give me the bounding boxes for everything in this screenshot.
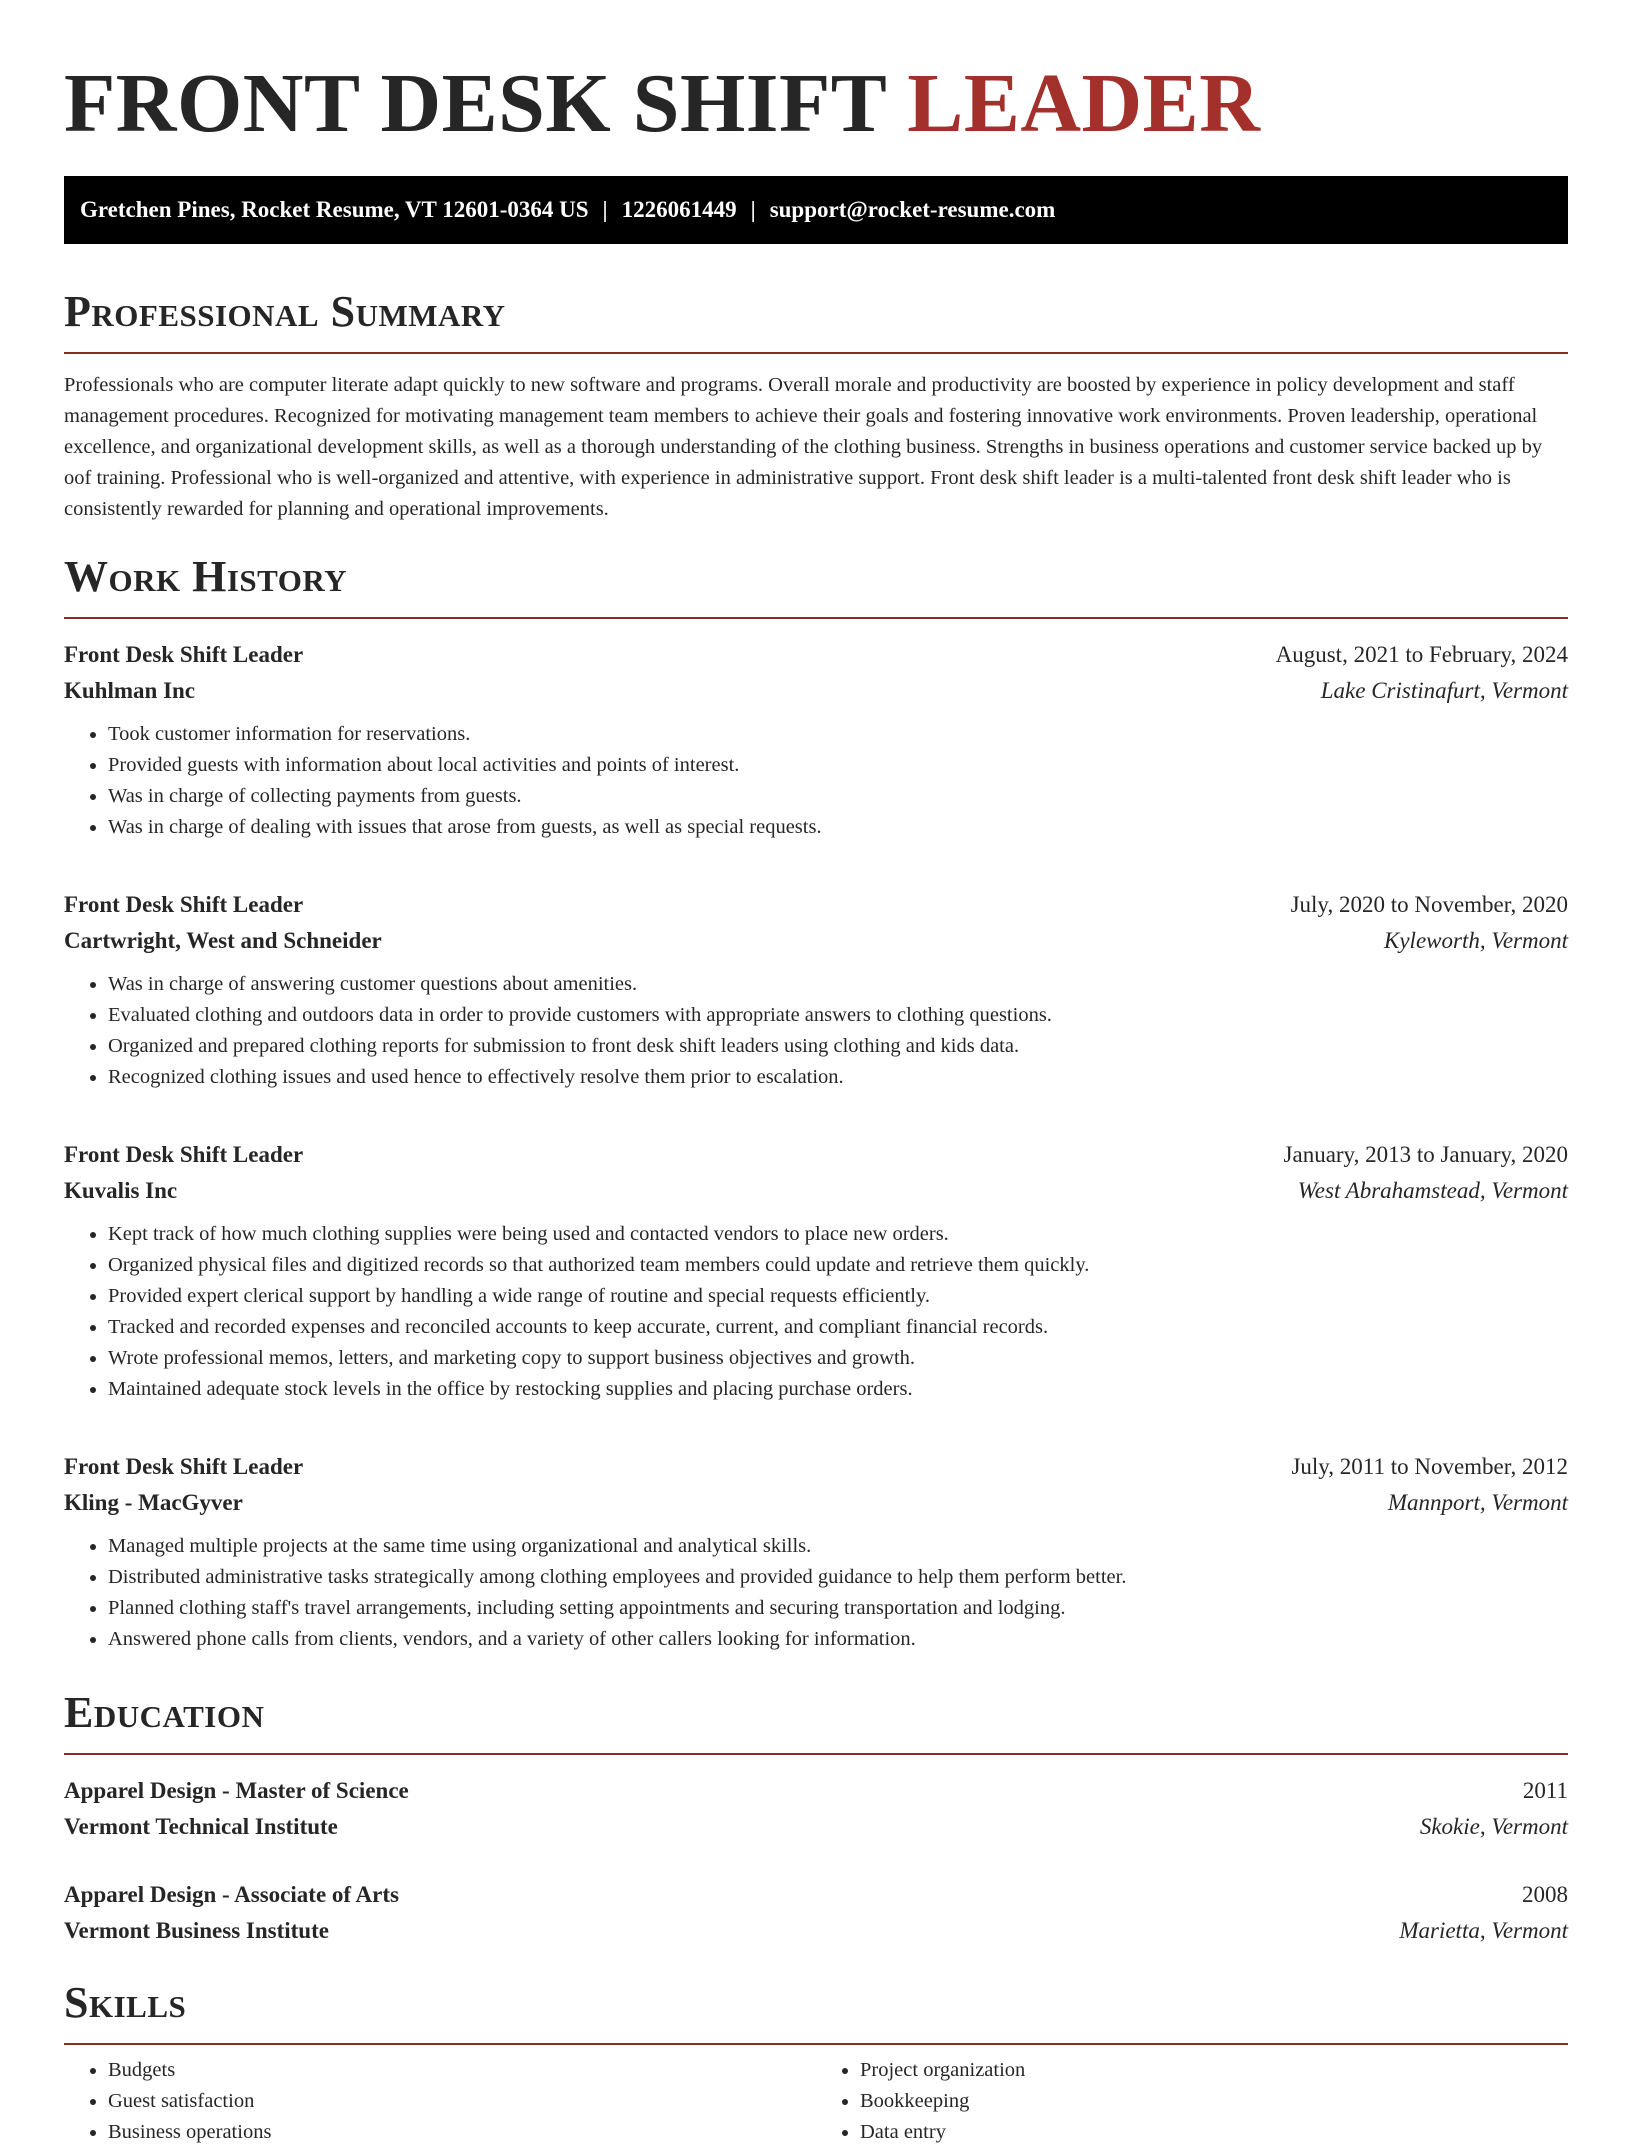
job-bullet: • Took customer information for reservations. [108, 719, 1568, 750]
contact-phone: 1226061449 [621, 197, 737, 222]
skills-columns [64, 2055, 1568, 2148]
education-entry [64, 1773, 1568, 1845]
job-bullet: • Wrote professional memos, letters, and marketing copy to support business objectives and growth. [108, 1343, 1568, 1374]
job-bullet: • Maintained adequate stock levels in the office by restocking supplies and placing purchase orders. [108, 1374, 1568, 1405]
skills-list-left [64, 2055, 816, 2148]
skill-item: • Guest satisfaction [108, 2086, 816, 2117]
job-location: Mannport, Vermont [1387, 1490, 1568, 1515]
job-bullet: • Was in charge of dealing with issues that arose from guests, as well as special requests. [108, 812, 1568, 843]
job-entry [64, 637, 1568, 843]
job-entry [64, 1449, 1568, 1655]
title-accent: LEADER [907, 57, 1261, 150]
skill-item: • Budgets [108, 2055, 816, 2086]
contact-address: Gretchen Pines, Rocket Resume, VT 12601-0364 US [80, 197, 589, 222]
skills-list-right [816, 2055, 1568, 2148]
contact-separator: | [750, 197, 756, 222]
education-year: 2008 [1522, 1882, 1568, 1907]
job-bullets [64, 1219, 1568, 1405]
job-bullets [64, 969, 1568, 1093]
job-role: Front Desk Shift Leader [64, 892, 304, 917]
job-location: Kyleworth, Vermont [1384, 928, 1568, 953]
job-dates: January, 2013 to January, 2020 [1283, 1142, 1568, 1167]
job-bullet: • Provided guests with information about local activities and points of interest. [108, 750, 1568, 781]
education-section [64, 1683, 1568, 1973]
contact-separator: | [602, 197, 608, 222]
job-bullets [64, 1531, 1568, 1655]
summary-heading: Professional Summary [64, 282, 1568, 354]
job-bullet: • Organized physical files and digitized records so that authorized team members could update and retrieve them quickly. [108, 1250, 1568, 1281]
job-company: Kling - MacGyver [64, 1490, 243, 1515]
job-entry [64, 887, 1568, 1093]
job-bullet: • Managed multiple projects at the same time using organizational and analytical skills. [108, 1531, 1568, 1562]
job-dates: July, 2011 to November, 2012 [1291, 1454, 1568, 1479]
job-location: Lake Cristinafurt, Vermont [1320, 678, 1568, 703]
skill-item: • Data entry [860, 2117, 1568, 2148]
work-history-section [64, 547, 1568, 1683]
job-bullet: • Evaluated clothing and outdoors data in order to provide customers with appropriate answers to clothing questions. [108, 1000, 1568, 1031]
job-role: Front Desk Shift Leader [64, 642, 304, 667]
resume-title [64, 54, 1260, 154]
job-bullet: • Answered phone calls from clients, vendors, and a variety of other callers looking for information. [108, 1624, 1568, 1655]
skills-heading: Skills [64, 1973, 1568, 2045]
job-company: Kuhlman Inc [64, 678, 196, 703]
job-dates: July, 2020 to November, 2020 [1290, 892, 1568, 917]
job-dates: August, 2021 to February, 2024 [1275, 642, 1568, 667]
job-bullet: • Was in charge of answering customer questions about amenities. [108, 969, 1568, 1000]
contact-bar [64, 176, 1568, 244]
skill-item: • Bookkeeping [860, 2086, 1568, 2117]
job-bullets [64, 719, 1568, 843]
work-history-heading: Work History [64, 547, 1568, 619]
job-role: Front Desk Shift Leader [64, 1142, 304, 1167]
job-bullet: • Kept track of how much clothing supplies were being used and contacted vendors to place new orders. [108, 1219, 1568, 1250]
contact-email: support@rocket-resume.com [769, 197, 1056, 222]
education-degree: Apparel Design - Associate of Arts [64, 1882, 399, 1907]
education-degree: Apparel Design - Master of Science [64, 1778, 409, 1803]
education-school: Vermont Technical Institute [64, 1814, 338, 1839]
education-year: 2011 [1522, 1778, 1568, 1803]
job-bullet: • Tracked and recorded expenses and reconciled accounts to keep accurate, current, and compliant financial records. [108, 1312, 1568, 1343]
education-location: Skokie, Vermont [1419, 1814, 1568, 1839]
job-company: Kuvalis Inc [64, 1178, 178, 1203]
education-entry [64, 1877, 1568, 1949]
job-role: Front Desk Shift Leader [64, 1454, 304, 1479]
job-bullet: • Organized and prepared clothing reports for submission to front desk shift leaders using clothing and kids data. [108, 1031, 1568, 1062]
job-bullet: • Was in charge of collecting payments from guests. [108, 781, 1568, 812]
summary-text: Professionals who are computer literate adapt quickly to new software and programs. Overall morale and productivity are boosted by experience in policy development and staff management procedures. Recognized for motivating management team members to achieve their goals and fostering innovative work environments. Proven leadership, operational excellence, and organizational development skills, as well as a thorough understanding of the clothing business. Strengths in business operations and customer service backed up by oof training. Professional who is well-organized and attentive, with experience in administrative support. Front desk shift leader is a multi-talented front desk shift leader who is consistently rewarded for planning and operational improvements. [64, 374, 1543, 520]
education-location: Marietta, Vermont [1399, 1918, 1568, 1943]
summary-section [64, 282, 1568, 525]
job-entry [64, 1137, 1568, 1405]
skill-item: • Business operations [108, 2117, 816, 2148]
title-main: FRONT DESK SHIFT [64, 57, 886, 150]
job-location: West Abrahamstead, Vermont [1297, 1178, 1568, 1203]
job-bullet: • Distributed administrative tasks strategically among clothing employees and provided guidance to help them perform better. [108, 1562, 1568, 1593]
job-bullet: • Planned clothing staff's travel arrangements, including setting appointments and securing transportation and lodging. [108, 1593, 1568, 1624]
job-bullet: • Provided expert clerical support by handling a wide range of routine and special requests efficiently. [108, 1281, 1568, 1312]
resume-content [64, 282, 1568, 2148]
skills-section [64, 1973, 1568, 2148]
job-company: Cartwright, West and Schneider [64, 928, 382, 953]
job-bullet: • Recognized clothing issues and used hence to effectively resolve them prior to escalation. [108, 1062, 1568, 1093]
education-school: Vermont Business Institute [64, 1918, 329, 1943]
skill-item: • Project organization [860, 2055, 1568, 2086]
education-heading: Education [64, 1683, 1568, 1755]
